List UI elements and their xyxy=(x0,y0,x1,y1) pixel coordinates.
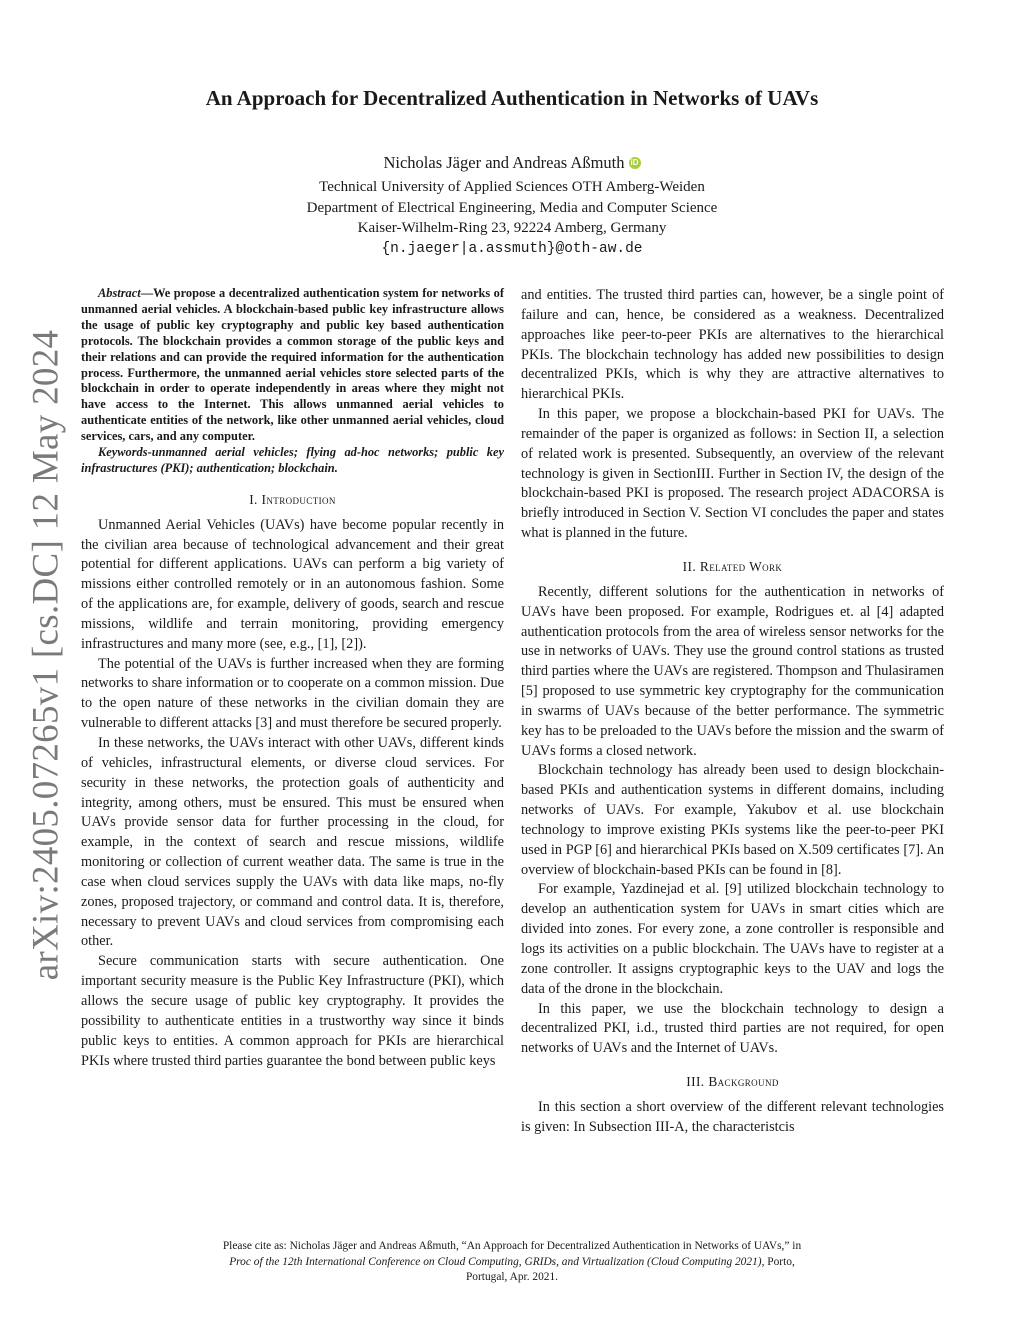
footer-line-1: Please cite as: Nicholas Jäger and Andreas Aßmuth, “An Approach for Decentralized Authentication in Networks of UAVs,” in xyxy=(222,1240,802,1252)
paragraph: and entities. The trusted third parties can, however, be a single point of failure and can, hence, be considered as a weakness. Decentralized approaches like peer-to-peer PKIs are alternatives to the hierarchical PKIs. The blockchain technology has added new possibilities to design decentralized PKIs, which is why they are attractive alternatives to hierarchical PKIs. xyxy=(521,287,944,403)
section-heading-related-work xyxy=(521,557,944,577)
section-heading-introduction xyxy=(81,490,504,510)
section-number: II. xyxy=(682,558,700,574)
paragraph: In these networks, the UAVs interact with other UAVs, different kinds of vehicles, infrastructural elements, or diverse cloud services. For security in these networks, the protection goals of authenticity and integrity, among others, must be ensured. This must be ensured when UAVs provide sensor data for further processing in the cloud, for example, in the context of search and rescue missions, wildlife monitoring or collection of current weather data. The same is true in the case when cloud services supply the UAVs with data like maps, no-fly zones, proposed trajectory, or command and control data. It is, therefore, necessary to prevent UAVs and cloud services from compromising each other. xyxy=(81,735,504,950)
paper-header xyxy=(0,86,1024,259)
keywords: Keywords-unmanned aerial vehicles; flying ad-hoc networks; public key infrastructures (PKI); authentication; blockchain. xyxy=(81,445,504,475)
paragraph: Secure communication starts with secure authentication. One important security measure is the Public Key Infrastructure (PKI), which allows the secure usage of public key cryptography. It provides the possibility to authenticate entities in a trustworthy way since it binds public keys to entities. A common approach for PKIs are hierarchical PKIs where trusted third parties guarantee the bond between public keys xyxy=(81,953,504,1069)
paragraph: Blockchain technology has already been used to design blockchain-based PKIs and authentication systems in different domains, including networks of UAVs. For example, Yakubov et al. use blockchain technology to improve existing PKIs systems like the peer-to-peer PKI used in PGP [6] and hierarchical PKIs based on X.509 certificates [7]. An overview of blockchain-based PKIs can be found in [8]. xyxy=(521,762,944,878)
orcid-icon[interactable]: iD xyxy=(630,158,639,167)
affiliation xyxy=(0,177,1024,259)
paper-title: An Approach for Decentralized Authentication in Networks of UAVs xyxy=(205,86,819,110)
left-column xyxy=(81,286,504,1071)
abstract xyxy=(81,286,504,445)
paragraph: In this section a short overview of the different relevant technologies is given: In Subsection III-A, the characteristcis xyxy=(521,1098,944,1135)
author-line xyxy=(383,153,640,173)
section-heading-background xyxy=(521,1072,944,1092)
paragraph: For example, Yazdinejad et al. [9] utilized blockchain technology to develop an authentication system for UAVs in smart cities which are divided into zones. For every zone, a zone controller is responsible and logs its activities on a public blockchain. The UAVs have to register at a zone controller. It assigns cryptographic keys to the UAV and logs the data of the drone in the blockchain. xyxy=(521,881,944,997)
section-number: III. xyxy=(686,1074,709,1090)
section-title: Related Work xyxy=(699,558,783,574)
paragraph: In this paper, we use the blockchain technology to design a decentralized PKI, i.d., trusted third parties are not required, for open networks of UAVs and the Internet of UAVs. xyxy=(521,1000,944,1057)
paragraph: Unmanned Aerial Vehicles (UAVs) have become popular recently in the civilian area because of technological advancement and their great potential for different applications. UAVs can perform a big variety of missions either controlled remotely or in an autonomous fashion. Some of the applications are, for example, delivery of goods, search and rescue missions, wildlife and terrain monitoring, providing emergency infrastructures and many more (see, e.g., [1], [2]). xyxy=(81,516,504,652)
affiliation-address: Kaiser-Wilhelm-Ring 23, 92224 Amberg, Germany xyxy=(357,220,667,237)
abstract-dash: — xyxy=(140,286,154,300)
authors: Nicholas Jäger and Andreas Aßmuth xyxy=(383,153,625,172)
right-column xyxy=(521,286,944,1138)
paragraph: In this paper, we propose a blockchain-based PKI for UAVs. The remainder of the paper is organized as follows: in Section II, a selection of related work is presented. Subsequently, an overview of the relevant technology is given in SectionIII. Further in Section IV, the design of the blockchain-based PKI is proposed. The research project ADACORSA is briefly introduced in Section V. Section VI concludes the paper and states what is planned in the future. xyxy=(521,406,944,542)
affiliation-university: Technical University of Applied Sciences OTH Amberg-Weiden xyxy=(319,179,705,195)
abstract-label: Abstract xyxy=(98,286,141,300)
abstract-text: We propose a decentralized authentication system for networks of unmanned aerial vehicles. A blockchain-based public key infrastructure allows the usage of public key cryptography and public key based authentication protocols. The blockchain provides a common storage of the public keys and their relations and can provide the required information for the authentication process. Furthermore, the unmanned aerial vehicles store selected parts of the blockchain in order to operate independently in areas where they might not have access to the Internet. This allows unmanned aerial vehicles to authenticate entities of the network, like other unmanned aerial vehicles, cloud services, cars, and any computer. xyxy=(81,286,504,444)
section-number: I. xyxy=(249,491,262,507)
footer-venue-rest: , Porto, xyxy=(761,1255,795,1268)
citation-footer xyxy=(100,1239,924,1286)
arxiv-identifier-text: arXiv:2405.07265v1 [cs.DC] 12 May 2024 xyxy=(25,329,67,981)
section-title: Introduction xyxy=(261,491,336,507)
author-email: {n.jaeger|a.assmuth}@oth-aw.de xyxy=(381,240,643,257)
section-title: Background xyxy=(708,1074,779,1090)
paragraph: Recently, different solutions for the authentication in networks of UAVs have been proposed. For example, Rodrigues et. al [4] adapted authentication protocols from the area of wireless sensor networks for the use in networks of UAVs. They use the ground control stations as trusted third parties where the UAVs are registered. Thompson and Thulasiramen [5] proposed to use symmetric key cryptography for the communication in swarms of UAVs because of the better performance. The symmetric key has to be preloaded to the UAVs before the mission and the swarm of UAVs forms a closed network. xyxy=(521,583,944,759)
footer-line-3: Portugal, Apr. 2021. xyxy=(465,1271,559,1283)
footer-line-2 xyxy=(100,1255,924,1271)
arxiv-identifier xyxy=(18,329,74,981)
affiliation-department: Department of Electrical Engineering, Media and Computer Science xyxy=(306,199,718,216)
footer-venue: Proc of the 12th International Conference on Cloud Computing, GRIDs, and Virtualization (Cloud Computing 2021) xyxy=(229,1255,762,1268)
paragraph: The potential of the UAVs is further increased when they are forming networks to share information or to cooperate on a common mission. Due to the open nature of these networks in the civilian domain they are vulnerable to different attacks [3] and must therefore be secured properly. xyxy=(81,655,504,732)
